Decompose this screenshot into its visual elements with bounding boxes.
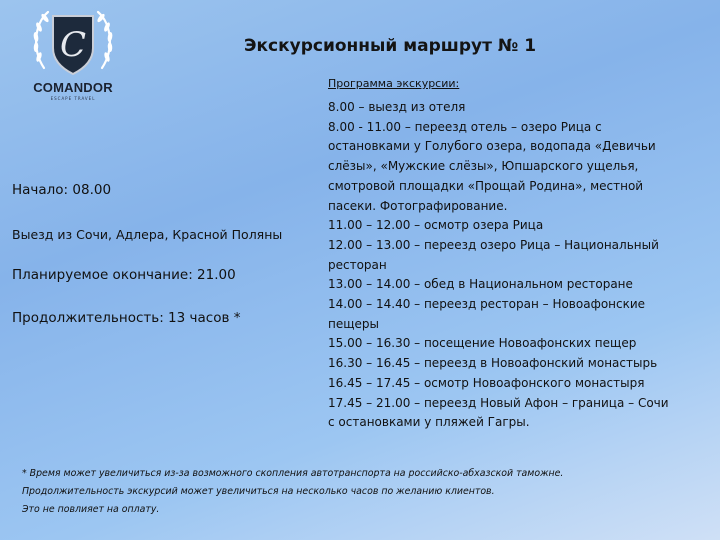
schedule-line: 8.00 – выезд из отеля [328,100,466,114]
schedule-line: 15.00 – 16.30 – посещение Новоафонских пещер [328,336,637,351]
footnote [22,465,712,519]
schedule-line: смотровой площадки «Прощай Родина», местной [328,178,644,193]
program-schedule [328,98,708,433]
schedule-line: 11.00 – 12.00 – осмотр озера Рица [328,218,544,233]
schedule-line: ресторан [328,257,387,272]
departure-info: Выезд из Сочи, Адлера, Красной Поляны [12,227,283,242]
schedule-line: 17.45 – 21.00 – переезд Новый Афон – граница – Сочи [328,395,669,410]
footnote-line: Это не повлияет на оплату. [22,504,160,515]
start-time: Начало: 08.00 [12,182,112,198]
schedule-line: пещеры [328,316,380,331]
company-logo [18,4,128,104]
schedule-line: 16.45 – 17.45 – осмотр Новоафонского монастыря [328,375,645,390]
schedule-line: с остановками у пляжей Гагры. [328,415,530,430]
footnote-line: Продолжительность экскурсий может увеличиться на несколько часов по желанию клиентов. [22,486,495,497]
planned-end-time: Планируемое окончание: 21.00 [12,267,236,283]
schedule-line: 16.30 – 16.45 – переезд в Новоафонский монастырь [328,356,658,371]
logo-name: COMANDOR [33,80,113,95]
schedule-line: 14.00 – 14.40 – переезд ресторан – Новоафонские [328,297,646,312]
schedule-line: 12.00 – 13.00 – переезд озеро Рица – Национальный [328,237,659,252]
page-title: Экскурсионный маршрут № 1 [244,36,537,56]
schedule-line: пасеки. Фотографирование. [328,198,508,213]
duration-info: Продолжительность: 13 часов * [12,310,241,326]
schedule-line: слёзы», «Мужские слёзы», Юпшарского ущелья, [328,159,639,174]
schedule-line: остановками у Голубого озера, водопада «Девичьи [328,139,656,154]
program-heading: Программа экскурсии: [328,77,460,90]
logo-tagline: ESCAPE TRAVEL [50,96,96,101]
schedule-line: 13.00 – 14.00 – обед в Национальном ресторане [328,277,633,292]
schedule-line: 8.00 - 11.00 – переезд отель – озеро Рица с [328,119,602,134]
svg-text:C: C [59,25,87,65]
footnote-line: * Время может увеличиться из-за возможного скопления автотранспорта на российско-абхазской таможне. [22,468,564,479]
laurel-crest-icon [18,4,128,84]
